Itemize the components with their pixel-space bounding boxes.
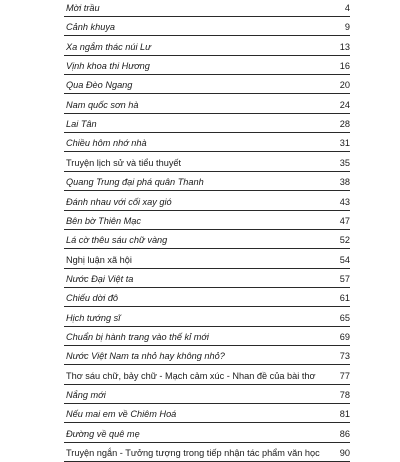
toc-entry-title: Lai Tân [66,119,97,130]
toc-entry [64,344,350,365]
toc-entry [64,267,350,288]
toc-entry-title: Nghị luận xã hội [66,254,132,265]
toc-entry-title: Chiều hôm nhớ nhà [66,138,147,149]
toc-entry-title: Mời trầu [66,3,100,13]
toc-entry [64,402,350,423]
toc-entry-page: 38 [339,177,350,188]
toc-entry-page: 47 [339,215,350,226]
toc-entry [64,35,350,56]
toc-entry-title: Vịnh khoa thi Hương [66,61,150,72]
toc-entry-page: 43 [339,196,350,207]
toc-entry-page: 90 [339,448,350,459]
toc-entry-page: 9 [344,22,350,33]
toc-entry [64,325,350,346]
toc-entry-page: 20 [339,80,350,91]
toc-entry-page: 81 [339,409,350,420]
toc-entry [64,54,350,75]
toc-entry-page: 65 [339,312,350,323]
toc-entry-title: Chuẩn bị hành trang vào thế kỉ mới [66,331,209,342]
toc-entry-title: Xa ngắm thác núi Lư [66,41,151,52]
toc-entry [64,441,350,462]
toc-entry [64,15,350,36]
toc-entry-title: Truyện ngắn - Tưởng tượng trong tiếp nhận tác phẩm văn học [66,448,320,459]
toc-entry-title: Thơ sáu chữ, bảy chữ - Mạch cảm xúc - Nhan đề của bài thơ [66,370,316,381]
toc-entry [64,306,350,327]
toc-entry-page: 77 [339,370,350,381]
toc-entry-page: 78 [339,390,350,400]
toc-entry-title: Chiếu dời đô [66,293,119,304]
toc-entry-page: 61 [339,293,350,304]
toc-entry [64,228,350,249]
toc-entry-page: 28 [339,119,350,130]
toc-entry-title: Nếu mai em về Chiêm Hoá [66,409,177,420]
toc-entry-title: Đánh nhau với cối xay gió [66,196,172,207]
toc-entry [64,248,350,269]
toc-entry-page: 52 [339,235,350,246]
toc-entry-title: Qua Đèo Ngang [66,80,133,91]
toc-entry [64,73,350,94]
toc-entry-title: Đường về quê mẹ [66,428,140,439]
toc-entry [64,190,350,211]
toc-entry [64,151,350,172]
toc-entry-title: Nước Đại Việt ta [66,273,134,284]
toc-entry-page: 35 [339,157,350,168]
toc-entry-page: 69 [339,331,350,342]
toc-entry [64,286,350,307]
toc-entry [64,422,350,443]
toc-entry-title: Cảnh khuya [66,22,116,33]
toc-entry [64,209,350,230]
toc-entry-title: Quang Trung đại phá quân Thanh [66,177,204,188]
toc-entry-page: 16 [339,61,350,72]
toc-entry-page: 13 [339,41,350,52]
toc-entry-page: 4 [344,3,350,13]
toc-entry-page: 31 [339,138,350,149]
toc-entry-title: Nam quốc sơn hà [66,99,139,110]
toc-entry-page: 24 [339,99,350,110]
toc-entry-page: 54 [339,254,350,265]
toc-entry [64,383,350,404]
toc-entry-title: Nước Việt Nam ta nhỏ hay không nhỏ? [66,351,225,362]
toc-entry [64,112,350,133]
toc-entry [64,170,350,191]
toc-entry-page: 57 [339,273,350,284]
toc-entry [64,93,350,114]
toc-entry [64,131,350,152]
toc-entry [64,364,350,385]
toc-entry-title: Lá cờ thêu sáu chữ vàng [66,235,168,246]
toc-entry-title: Truyện lịch sử và tiểu thuyết [66,157,182,168]
toc-entry-title: Nắng mới [66,390,106,400]
toc-entry-title: Hịch tướng sĩ [66,312,121,323]
toc-entry-page: 73 [339,351,350,362]
toc-entry-page: 86 [339,428,350,439]
toc-entry-title: Bên bờ Thiên Mạc [66,215,142,226]
